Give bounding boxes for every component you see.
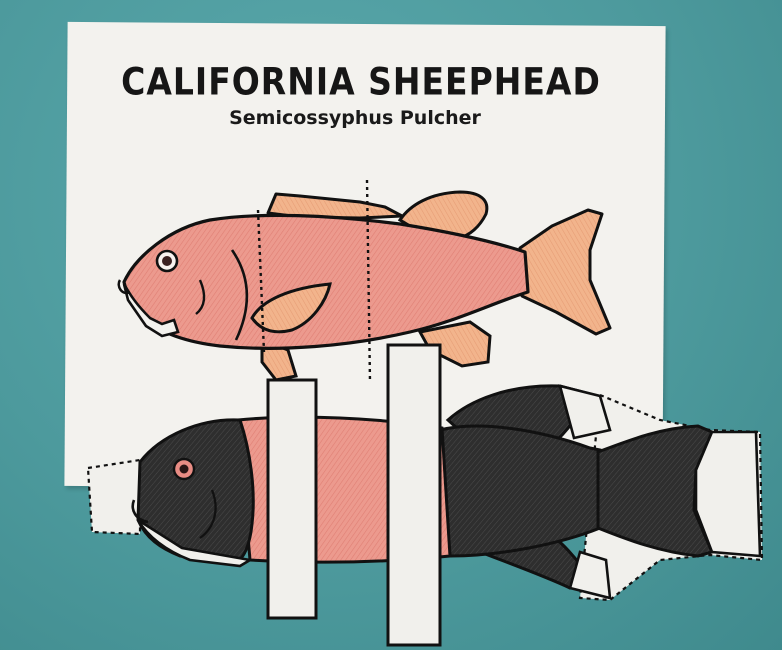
worksheet-title: CALIFORNIA SHEEPHEAD [121, 59, 601, 104]
cutout-outline [88, 460, 140, 534]
female-sheephead-fish [119, 180, 610, 382]
male-body-rear [440, 426, 600, 556]
tail-fin [520, 210, 610, 334]
worksheet-subtitle: Semicossyphus Pulcher [229, 107, 481, 129]
slider-tab-left[interactable] [268, 380, 316, 618]
slider-tab-right[interactable] [388, 345, 440, 645]
